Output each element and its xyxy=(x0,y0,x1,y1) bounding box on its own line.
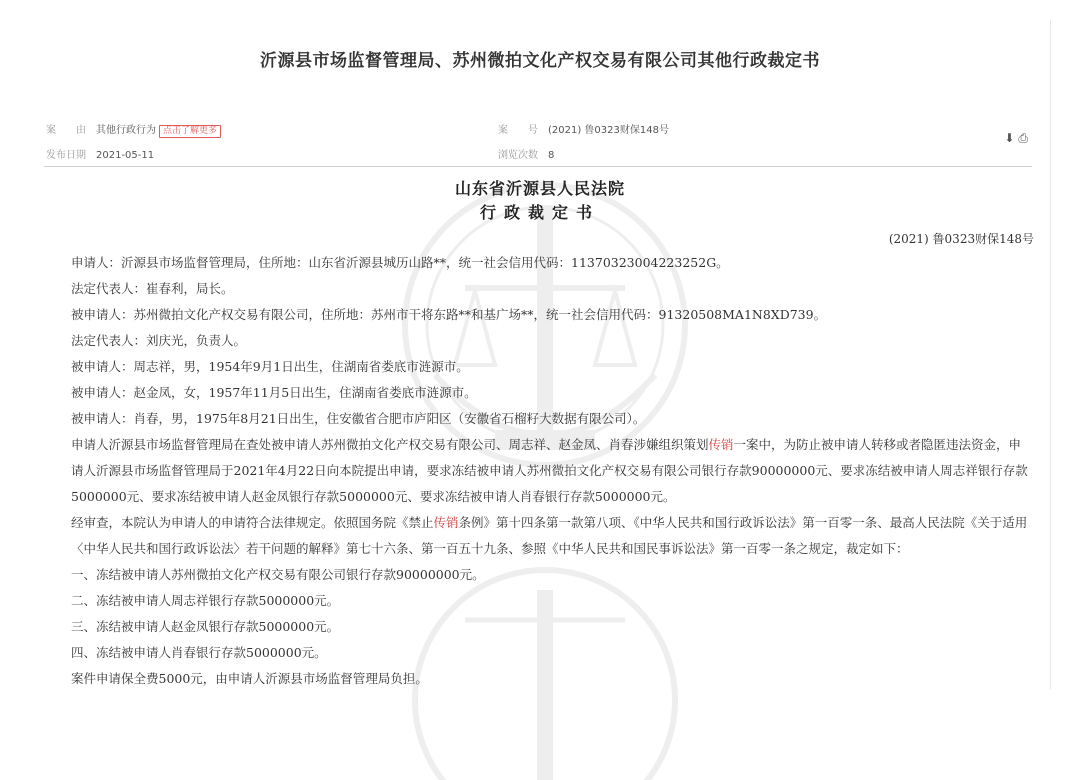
learn-more-link[interactable]: 点击了解更多 xyxy=(159,125,221,138)
court-name: 山东省沂源县人民法院 xyxy=(454,179,625,198)
party-line: 被申请人：苏州微拍文化产权交易有限公司，住所地：苏州市干将东路**和基广场**，统一社会信用代码：91320508MA1N8XD739。 xyxy=(71,307,827,322)
header-divider xyxy=(44,166,1032,167)
document-body xyxy=(46,250,1032,692)
download-icon[interactable]: ⬇ xyxy=(1004,131,1015,145)
toolbar-icons xyxy=(1000,131,1028,146)
para2-text-a: 经审查，本院认为申请人的申请符合法律规定。依照国务院《禁止 xyxy=(71,515,434,530)
meta-case-no-value: (2021) 鲁0323财保148号 xyxy=(548,125,669,136)
order-line: 三、冻结被申请人赵金凤银行存款5000000元。 xyxy=(71,619,340,634)
para2-highlight: 传销 xyxy=(433,515,459,530)
paragraph-review xyxy=(46,510,1032,562)
meta-case-type-label: 案 由 xyxy=(46,125,86,136)
page-right-edge xyxy=(1050,20,1051,689)
party-line: 申请人：沂源县市场监督管理局，住所地：山东省沂源县城历山路**，统一社会信用代码：11370323004223252G。 xyxy=(71,255,729,270)
print-icon[interactable]: ⎙ xyxy=(1018,131,1028,145)
meta-publish-label: 发布日期 xyxy=(46,150,86,161)
order-line: 二、冻结被申请人周志祥银行存款5000000元。 xyxy=(71,593,340,608)
para1-highlight: 传销 xyxy=(708,437,734,452)
order-line: 四、冻结被申请人肖春银行存款5000000元。 xyxy=(71,645,327,660)
meta-publish-value: 2021-05-11 xyxy=(96,150,155,161)
order-line: 案件申请保全费5000元，由申请人沂源县市场监督管理局负担。 xyxy=(71,671,428,686)
document-type: 行政裁定书 xyxy=(479,203,600,222)
page-title: 沂源县市场监督管理局、苏州微拍文化产权交易有限公司其他行政裁定书 xyxy=(260,51,820,71)
meta-views-label: 浏览次数 xyxy=(498,150,538,161)
party-line: 法定代表人：崔春利，局长。 xyxy=(71,281,234,296)
party-line: 被申请人：周志祥，男，1954年9月1日出生，住湖南省娄底市涟源市。 xyxy=(71,359,469,374)
para1-text-a: 申请人沂源县市场监督管理局在查处被申请人苏州微拍文化产权交易有限公司、周志祥、赵金凤、肖春涉嫌组织策划 xyxy=(71,437,709,452)
party-line: 被申请人：赵金凤，女，1957年11月5日出生，住湖南省娄底市涟源市。 xyxy=(71,385,477,400)
case-number: (2021) 鲁0323财保148号 xyxy=(888,232,1034,246)
meta-views xyxy=(498,146,554,161)
paragraph-application xyxy=(46,432,1032,510)
meta-case-type xyxy=(46,121,221,138)
meta-case-no-label: 案 号 xyxy=(498,125,538,136)
meta-publish-date xyxy=(46,146,154,161)
order-line: 一、冻结被申请人苏州微拍文化产权交易有限公司银行存款90000000元。 xyxy=(71,567,485,582)
para1-text-b: 一案中，为防止被申请人转移或者隐匿违法资金，申请人沂源县市场监督管理局于2021年4月22日向本院提出申请，要求冻结被申请人苏州微拍文化产权交易有限公司银行存款90000000元、要求冻结被申请人周志祥银行存款5000000元、要求冻结被申请人赵金凤银行存款5000000元、要求冻结被申请人肖春银行存款5000000元。 xyxy=(71,437,1028,504)
party-line: 被申请人：肖春，男，1975年8月21日出生，住安徽省合肥市庐阳区（安徽省石榴籽大数据有限公司）。 xyxy=(71,411,646,426)
meta-case-no xyxy=(498,121,669,136)
para2-text-b: 条例》第十四条第一款第八项、《中华人民共和国行政诉讼法》第一百零一条、最高人民法院《关于适用〈中华人民共和国行政诉讼法〉若干问题的解释》第七十六条、第一百五十九条、参照《中华人民共和国民事诉讼法》第一百零一条之规定，裁定如下： xyxy=(71,515,1028,556)
party-line: 法定代表人：刘庆光，负责人。 xyxy=(71,333,247,348)
meta-views-value: 8 xyxy=(548,150,555,161)
meta-case-type-value: 其他行政行为 xyxy=(96,125,156,136)
